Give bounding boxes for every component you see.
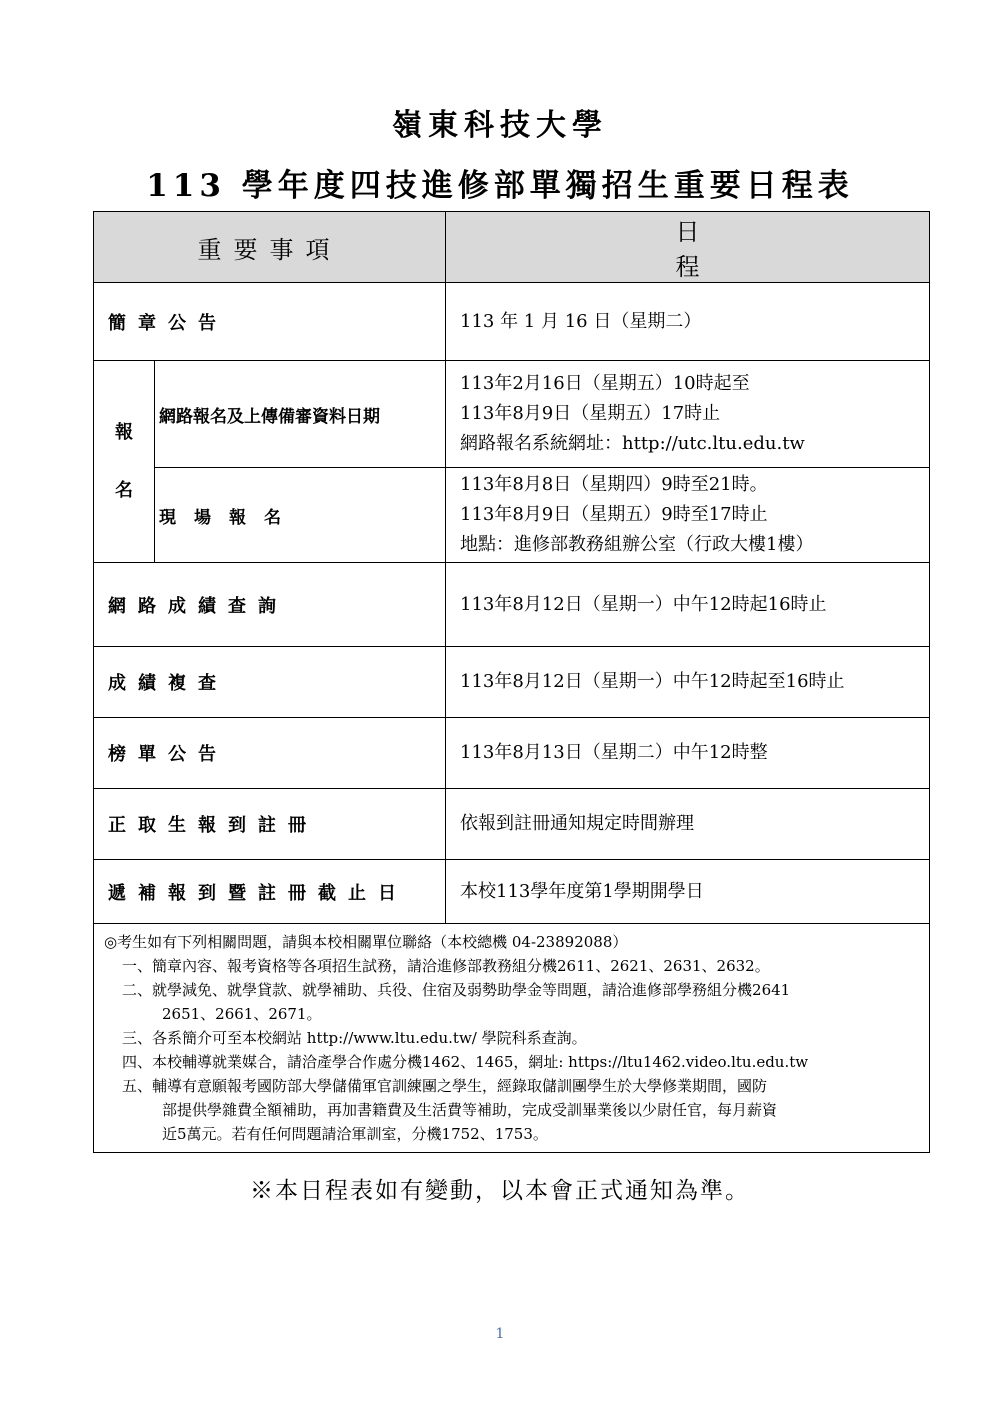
date-cell: 113年8月12日（星期一）中午12時起至16時止 bbox=[446, 647, 930, 718]
note-item bbox=[104, 1026, 923, 1050]
notes-lead: ◎考生如有下列相關問題，請與本校相關單位聯絡（本校總機 04-23892088） bbox=[104, 933, 628, 951]
note-item bbox=[104, 978, 923, 1002]
note-text: 各系簡介可至本校網站 http://www.ltu.edu.tw/ 學院科系查詢。 bbox=[152, 1029, 587, 1047]
date-line: 113年8月8日（星期四）9時至21時。 bbox=[460, 474, 768, 495]
item-cell: 成績複查 bbox=[94, 647, 446, 718]
table-row bbox=[94, 283, 930, 361]
date-line: 113年2月16日（星期五）10時起至 bbox=[460, 373, 750, 394]
table-row-online-registration bbox=[94, 361, 930, 468]
page-number: 1 bbox=[495, 1326, 505, 1342]
table-row bbox=[94, 563, 930, 647]
note-prefix: 二、 bbox=[122, 981, 153, 999]
table-row bbox=[94, 789, 930, 860]
item-cell: 遞補報到暨註冊截止日 bbox=[94, 860, 446, 924]
online-registration-date bbox=[446, 361, 930, 468]
school-name: 嶺東科技大學 bbox=[392, 108, 608, 143]
item-cell: 網路成績查詢 bbox=[94, 563, 446, 647]
schedule-table bbox=[93, 211, 944, 1153]
online-registration-label: 網路報名及上傳備審資料日期 bbox=[155, 361, 446, 468]
table-row bbox=[94, 647, 930, 718]
footer-note: ※本日程表如有變動，以本會正式通知為準。 bbox=[250, 1178, 750, 1204]
note-prefix: 四、 bbox=[122, 1053, 153, 1071]
note-prefix: 一、 bbox=[122, 957, 153, 975]
item-cell: 正取生報到註冊 bbox=[94, 789, 446, 860]
note-text: 簡章內容、報考資格等各項招生試務，請洽進修部教務組分機2611、2621、2631、2632。 bbox=[152, 957, 770, 975]
table-row-onsite-registration bbox=[94, 468, 930, 563]
date-cell: 本校113學年度第1學期開學日 bbox=[446, 860, 930, 924]
onsite-registration-date bbox=[446, 468, 930, 563]
note-item bbox=[104, 954, 923, 978]
note-item bbox=[104, 1074, 923, 1098]
note-continuation: 近5萬元。若有任何問題請洽軍訓室，分機1752、1753。 bbox=[162, 1125, 548, 1143]
date-cell: 113年8月13日（星期二）中午12時整 bbox=[446, 718, 930, 789]
registration-label-bottom: 名 bbox=[115, 479, 133, 501]
registration-url: 網路報名系統網址：http://utc.ltu.edu.tw bbox=[460, 433, 805, 454]
registration-label bbox=[94, 361, 155, 563]
note-text: 輔導有意願報考國防部大學儲備軍官訓練團之學生，經錄取儲訓團學生於大學修業期間，國防 bbox=[152, 1077, 768, 1095]
date-line: 113年8月9日（星期五）9時至17時止 bbox=[460, 504, 768, 525]
column-header-item: 重要事項 bbox=[94, 212, 446, 283]
table-row bbox=[94, 860, 930, 924]
date-cell: 依報到註冊通知規定時間辦理 bbox=[446, 789, 930, 860]
registration-label-top: 報 bbox=[115, 421, 133, 443]
table-row bbox=[94, 718, 930, 789]
notes-cell bbox=[94, 924, 930, 1153]
schedule-title: 113 學年度四技進修部單獨招生重要日程表 bbox=[146, 168, 854, 204]
date-cell: 113年8月12日（星期一）中午12時起16時止 bbox=[446, 563, 930, 647]
note-continuation: 部提供學雜費全額補助，再加書籍費及生活費等補助，完成受訓畢業後以少尉任官，每月薪資 bbox=[162, 1101, 778, 1119]
note-text: 本校輔導就業媒合，請洽產學合作處分機1462、1465，網址: https://ltu1462.video.ltu.edu.tw bbox=[152, 1053, 809, 1071]
note-continuation: 2651、2661、2671。 bbox=[162, 1005, 322, 1023]
note-prefix: 五、 bbox=[122, 1077, 153, 1095]
note-prefix: 三、 bbox=[122, 1029, 153, 1047]
item-cell: 簡章公告 bbox=[94, 283, 446, 361]
note-item bbox=[104, 1050, 923, 1074]
note-text: 就學減免、就學貸款、就學補助、兵役、住宿及弱勢助學金等問題，請洽進修部學務組分機2641 bbox=[152, 981, 791, 999]
column-header-date: 日 程 bbox=[446, 212, 930, 283]
date-line: 113年8月9日（星期五）17時止 bbox=[460, 403, 721, 424]
date-cell: 113 年 1 月 16 日（星期二） bbox=[446, 283, 930, 361]
onsite-registration-label: 現場報名 bbox=[155, 468, 446, 563]
notes-row bbox=[94, 924, 930, 1153]
item-cell: 榜單公告 bbox=[94, 718, 446, 789]
table-header-row bbox=[94, 212, 930, 283]
location-line: 地點：進修部教務組辦公室（行政大樓1樓） bbox=[460, 534, 814, 555]
